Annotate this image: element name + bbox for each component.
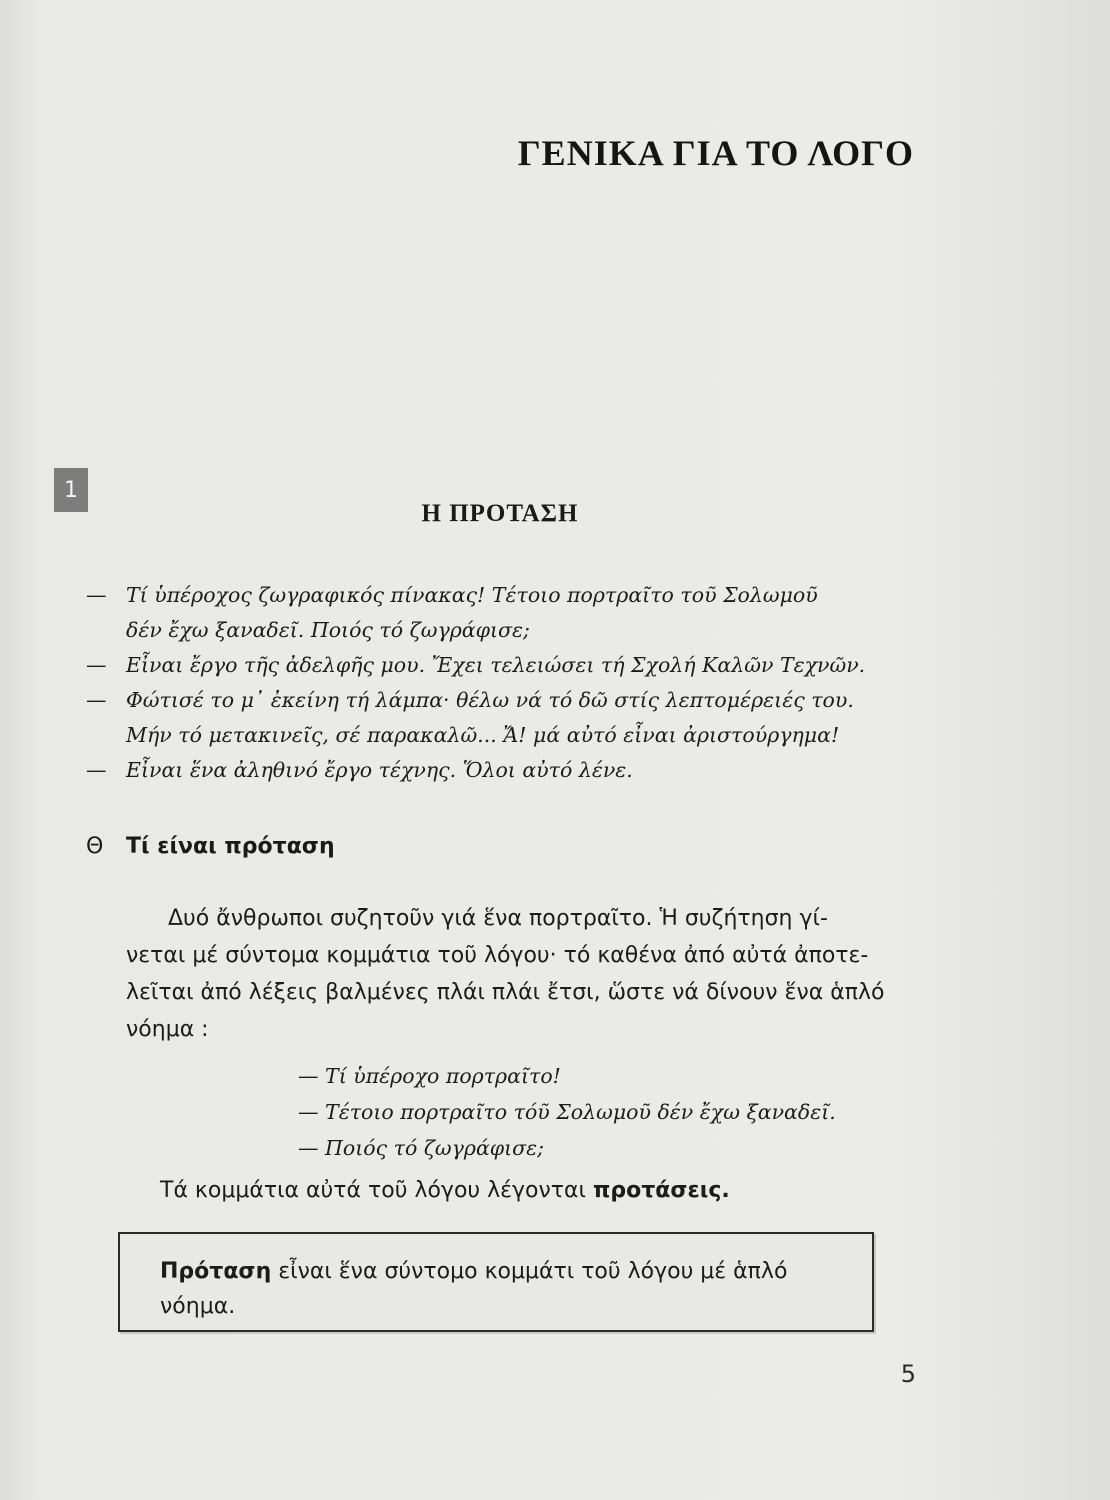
dialogue-line: [86, 683, 946, 718]
chapter-title: ΓΕΝΙΚΑ ΓΙΑ ΤΟ ΛΟΓΟ: [517, 133, 914, 173]
example-line: — Ποιός τό ζωγράφισε;: [298, 1136, 545, 1160]
dialogue-dash: —: [86, 688, 107, 712]
paragraph-line: λεῖται ἀπό λέξεις βαλμένες πλάι πλάι ἔτσι, ὥστε νά δίνουν ἕνα ἁπλό: [126, 980, 885, 1005]
theta-marker-icon: Θ: [86, 834, 104, 859]
explanation-paragraph: [126, 900, 916, 1048]
summary-term: προτάσεις.: [593, 1178, 730, 1203]
subsection-heading: [86, 834, 335, 859]
definition-term: Πρόταση: [160, 1259, 272, 1284]
example-line: — Τέτοιο πορτραῖτο τόῦ Σολωμοῦ δέν ἔχω ξαναδεῖ.: [298, 1100, 836, 1124]
dialogue-dash: —: [86, 583, 107, 607]
dialogue-text: Εἶναι ἔργο τῆς ἀδελφῆς μου. Ἔχει τελειώσει τή Σχολή Καλῶν Τεχνῶν.: [126, 653, 866, 677]
page-number: 5: [900, 1360, 916, 1388]
subsection-title: Τί είναι πρόταση: [126, 834, 335, 859]
dialogue-dash: —: [86, 653, 107, 677]
example-sentences: [298, 1058, 836, 1166]
paragraph-line: νεται μέ σύντομα κομμάτια τοῦ λόγου· τό καθένα ἀπό αὐτά ἀποτε-: [126, 943, 869, 968]
summary-sentence: [160, 1178, 730, 1203]
dialogue-text: Φώτισέ το μ᾿ ἐκείνη τή λάμπα· θέλω νά τό δῶ στίς λεπτομέρειές του.: [126, 688, 854, 712]
dialogue-line: Μήν τό μετακινεῖς, σέ παρακαλῶ... Ἄ! μά αὐτό εἶναι ἀριστούργημα!: [126, 723, 840, 747]
section-number-badge: 1: [54, 468, 88, 512]
dialogue-text: Εἶναι ἕνα ἀληθινό ἔργο τέχνης. Ὅλοι αὐτό λένε.: [126, 758, 633, 782]
paragraph-line: Δυό ἄνθρωποι συζητοῦν γιά ἕνα πορτραῖτο. Ἡ συζήτηση γί-: [168, 906, 828, 931]
paragraph-line: νόημα :: [126, 1017, 209, 1042]
dialogue-line: [86, 648, 946, 683]
example-line: — Τί ὑπέροχο πορτραῖτο!: [298, 1064, 561, 1088]
definition-box: [118, 1232, 874, 1332]
dialogue-line: [86, 578, 946, 613]
definition-line-2: νόημα.: [160, 1294, 236, 1319]
dialogue-line: δέν ἔχω ξαναδεῖ. Ποιός τό ζωγράφισε;: [126, 618, 530, 642]
dialogue-text: Τί ὑπέροχος ζωγραφικός πίνακας! Τέτοιο πορτραῖτο τοῦ Σολωμοῦ: [126, 583, 818, 607]
dialogue-line: [86, 753, 946, 788]
summary-text: Τά κομμάτια αὐτά τοῦ λόγου λέγονται: [160, 1178, 593, 1203]
section-title: Η ΠΡΟΤΑΣΗ: [421, 500, 579, 527]
definition-line-1: εἶναι ἕνα σύντομο κομμάτι τοῦ λόγου μέ ἁπλό: [271, 1259, 788, 1284]
dialogue-block: [86, 578, 946, 788]
definition-text: [160, 1254, 850, 1324]
dialogue-dash: —: [86, 758, 107, 782]
